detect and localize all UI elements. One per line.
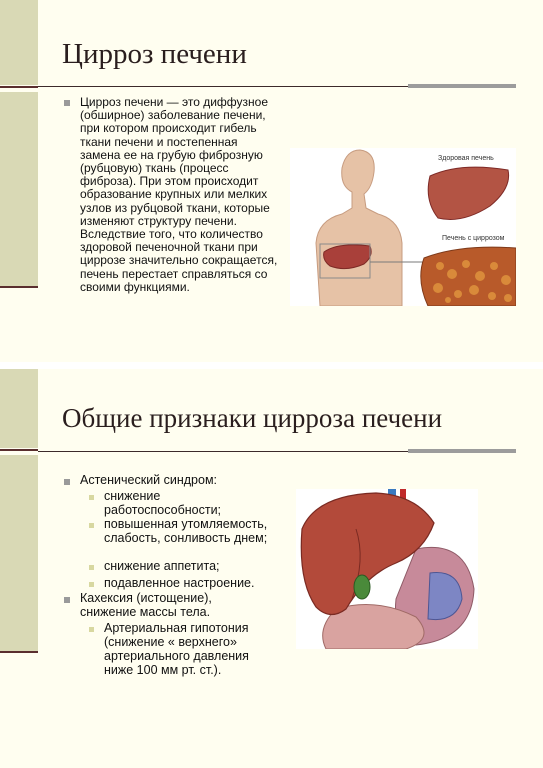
side-accent-bottom bbox=[0, 455, 38, 651]
definition-paragraph: Цирроз печени — это диффузное (обширное) заболевание печени, при котором происходит гибель ткани печени и постепенная замена ее на грубую фиброзную (рубцовую) ткань (процесс фиброза). При этом происходит образование крупных или мелких узлов из рубцовой ткани, которые изменяют структуру печени. Вследствие того, что количество здоровой печеночной ткани при циррозе значительно сокращается, печень перестает справляться со своими функциями. bbox=[80, 95, 278, 294]
liver-anatomy-illustration bbox=[296, 489, 478, 649]
side-dark-mark bbox=[0, 449, 38, 451]
side-accent-top bbox=[0, 369, 38, 448]
bullet-marker bbox=[64, 100, 70, 106]
slide-cirrhosis-definition bbox=[0, 0, 543, 362]
liver-anatomy-image bbox=[296, 489, 478, 649]
bullet-marker bbox=[64, 479, 70, 485]
healthy-liver-label: Здоровая печень bbox=[438, 155, 494, 162]
sub-bullet-marker bbox=[89, 523, 94, 528]
list-item: Артериальная гипотония (снижение « верхнего» артериального давления ниже 100 мм рт. ст.). bbox=[104, 621, 249, 677]
slide-cirrhosis-symptoms bbox=[0, 369, 543, 768]
sub-bullet-marker bbox=[89, 565, 94, 570]
title-rule-accent bbox=[408, 449, 516, 453]
side-accent-top bbox=[0, 0, 38, 85]
list-item: повышенная утомляемость, слабость, сонливость днем; bbox=[104, 517, 268, 545]
sub-bullet-marker bbox=[89, 495, 94, 500]
side-dark-mark bbox=[0, 86, 38, 88]
cirrhosis-illustration bbox=[290, 148, 516, 306]
list-item: Кахексия (истощение), снижение массы тела. bbox=[80, 591, 212, 619]
page-title: Цирроз печени bbox=[62, 38, 247, 70]
sub-bullet-marker bbox=[89, 627, 94, 632]
side-accent-bottom bbox=[0, 92, 38, 286]
page-title: Общие признаки цирроза печени bbox=[62, 403, 443, 433]
title-rule bbox=[38, 86, 408, 87]
list-item: снижение аппетита; bbox=[104, 559, 220, 573]
title-rule bbox=[38, 451, 408, 452]
sub-bullet-marker bbox=[89, 582, 94, 587]
cirrhosis-liver-label: Печень с циррозом bbox=[442, 235, 505, 242]
human-torso-illustration bbox=[290, 148, 516, 306]
list-item: подавленное настроение. bbox=[104, 576, 255, 590]
title-rule-accent bbox=[408, 84, 516, 88]
list-item: снижение работоспособности; bbox=[104, 489, 222, 517]
list-item: Астенический синдром: bbox=[80, 473, 218, 487]
bullet-marker bbox=[64, 597, 70, 603]
side-dark-mark bbox=[0, 651, 38, 653]
side-dark-mark bbox=[0, 286, 38, 288]
